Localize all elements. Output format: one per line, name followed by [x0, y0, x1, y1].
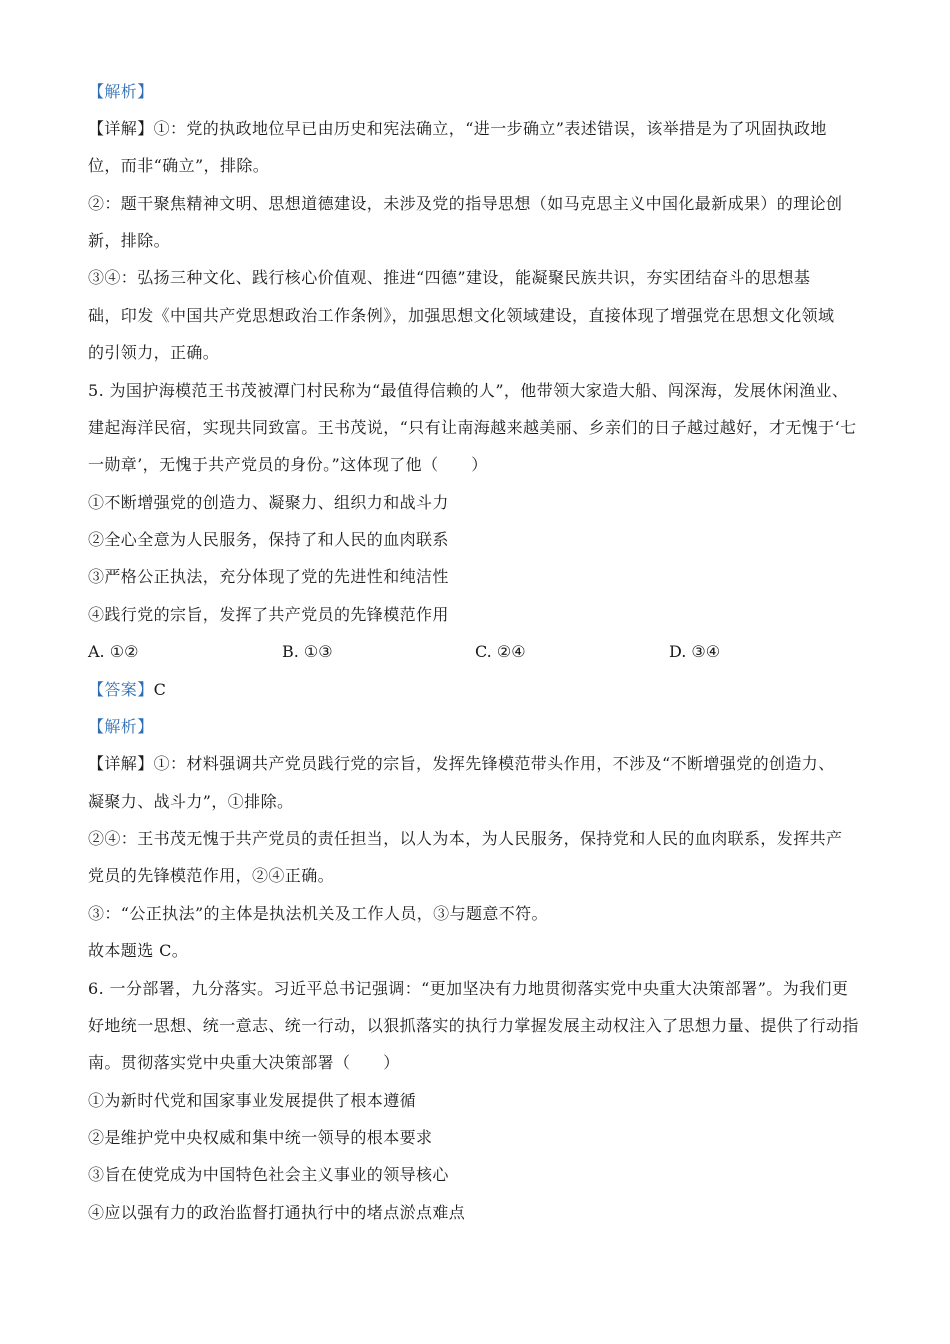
q5-detail-line-2: 凝聚力、战斗力”，①排除。 [88, 792, 294, 811]
q6-statement-4: ④应以强有力的政治监督打通执行中的堵点淤点难点 [88, 1203, 466, 1222]
q5-detail-line-4: 党员的先锋模范作用，②④正确。 [88, 866, 335, 885]
q5-detail-line-1: 【详解】①：材料强调共产党员践行党的宗旨，发挥先锋模范带头作用，不涉及“不断增强党的创造力、 [88, 754, 835, 773]
q4-detail-line-7: 的引领力，正确。 [88, 343, 220, 362]
q5-statement-4: ④践行党的宗旨，发挥了共产党员的先锋模范作用 [88, 605, 449, 624]
q5-option-b: B. ①③ [282, 642, 333, 661]
q5-answer-tag: 【答案】 [88, 680, 154, 699]
q5-detail-tag: 【详解】 [88, 754, 154, 773]
q6-statement-1: ①为新时代党和国家事业发展提供了根本遵循 [88, 1091, 417, 1110]
q6-stem-line-3: 南。贯彻落实党中央重大决策部署（ ） [88, 1053, 400, 1072]
q5-detail-line-6: 故本题选 C。 [88, 941, 189, 960]
q5-option-a: A. ①② [88, 642, 139, 661]
q4-detail-tag: 【详解】 [88, 119, 154, 138]
q5-detail-line-5: ③：“公正执法”的主体是执法机关及工作人员，③与题意不符。 [88, 904, 548, 923]
q5-statement-2: ②全心全意为人民服务，保持了和人民的血肉联系 [88, 530, 449, 549]
q5-answer [88, 679, 868, 701]
q6-statement-3: ③旨在使党成为中国特色社会主义事业的领导核心 [88, 1165, 449, 1184]
q4-detail-line-4: 新，排除。 [88, 231, 171, 250]
q4-analysis-tag: 【解析】 [88, 82, 154, 101]
q5-option-d: D. ③④ [669, 642, 721, 661]
q4-detail-line-1: 【详解】①：党的执政地位早已由历史和宪法确立，“进一步确立”表述错误，该举措是为了巩固执政地 [88, 119, 827, 138]
q5-option-c: C. ②④ [475, 642, 526, 661]
q5-analysis-tag: 【解析】 [88, 717, 154, 736]
q6-stem-line-2: 好地统一思想、统一意志、统一行动，以狠抓落实的执行力掌握发展主动权注入了思想力量、提供了行动指 [88, 1016, 859, 1035]
q5-statement-1: ①不断增强党的创造力、凝聚力、组织力和战斗力 [88, 493, 449, 512]
q4-detail-line-3: ②：题干聚焦精神文明、思想道德建设，未涉及党的指导思想（如马克思主义中国化最新成果）的理论创 [88, 194, 843, 213]
q5-detail-line-3: ②④：王书茂无愧于共产党员的责任担当，以人为本，为人民服务，保持党和人民的血肉联系，发挥共产 [88, 829, 843, 848]
q5-stem-line-2: 建起海洋民宿，实现共同致富。王书茂说，“只有让南海越来越美丽、乡亲们的日子越过越好，才无愧于‘七 [88, 418, 857, 437]
q6-statement-2: ②是维护党中央权威和集中统一领导的根本要求 [88, 1128, 433, 1147]
q4-detail-line-6: 础，印发《中国共产党思想政治工作条例》，加强思想文化领域建设，直接体现了增强党在思想文化领域 [88, 306, 835, 325]
q4-detail-line-5: ③④：弘扬三种文化、践行核心价值观、推进“四德”建设，能凝聚民族共识，夯实团结奋斗的思想基 [88, 268, 811, 287]
q6-stem-line-1: 6. 一分部署，九分落实。习近平总书记强调：“更加坚决有力地贯彻落实党中央重大决策部署”。为我们更 [88, 979, 849, 998]
q5-stem-line-1: 5. 为国护海模范王书茂被潭门村民称为“最值得信赖的人”，他带领大家造大船、闯深海，发展休闲渔业、 [88, 381, 849, 400]
q5-statement-3: ③严格公正执法，充分体现了党的先进性和纯洁性 [88, 567, 449, 586]
q5-answer-value: C [153, 680, 167, 699]
q4-detail-line-2: 位，而非“确立”，排除。 [88, 156, 270, 175]
q5-stem-line-3: 一勋章’，无愧于共产党员的身份。”这体现了他（ ） [88, 455, 488, 474]
